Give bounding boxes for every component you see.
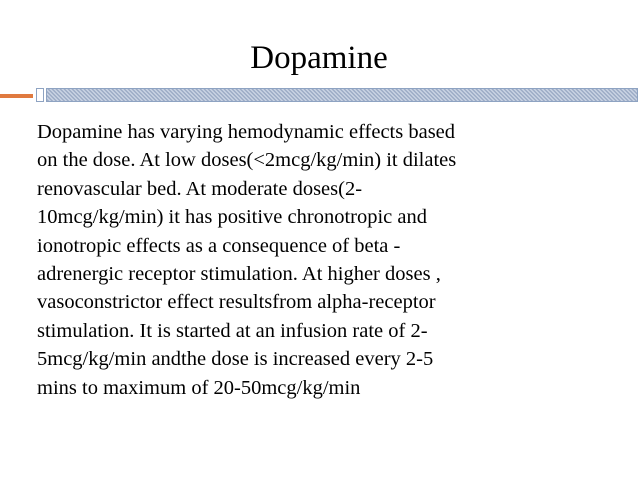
body-line: 5mcg/kg/min andthe dose is increased every 2-5 bbox=[37, 348, 434, 371]
body-line: on the dose. At low doses(<2mcg/kg/min) it dilates bbox=[37, 149, 457, 172]
divider-accent-bar bbox=[0, 94, 33, 98]
title-divider bbox=[0, 88, 638, 104]
body-line: stimulation. It is started at an infusion rate of 2- bbox=[37, 319, 428, 342]
body-line: ionotropic effects as a consequence of beta - bbox=[37, 234, 401, 257]
slide-body-text bbox=[37, 118, 597, 402]
body-line: Dopamine has varying hemodynamic effects based bbox=[37, 121, 456, 143]
divider-patterned-bar bbox=[46, 88, 638, 102]
divider-square bbox=[36, 88, 44, 102]
body-line: 10mcg/kg/min) it has positive chronotropic and bbox=[37, 206, 428, 229]
body-line: vasoconstrictor effect resultsfrom alpha-receptor bbox=[37, 291, 436, 314]
slide-title: Dopamine bbox=[250, 40, 388, 76]
body-line: mins to maximum of 20-50mcg/kg/min bbox=[37, 376, 361, 399]
body-line: adrenergic receptor stimulation. At higher doses , bbox=[37, 263, 441, 286]
body-line: renovascular bed. At moderate doses(2- bbox=[37, 177, 363, 200]
